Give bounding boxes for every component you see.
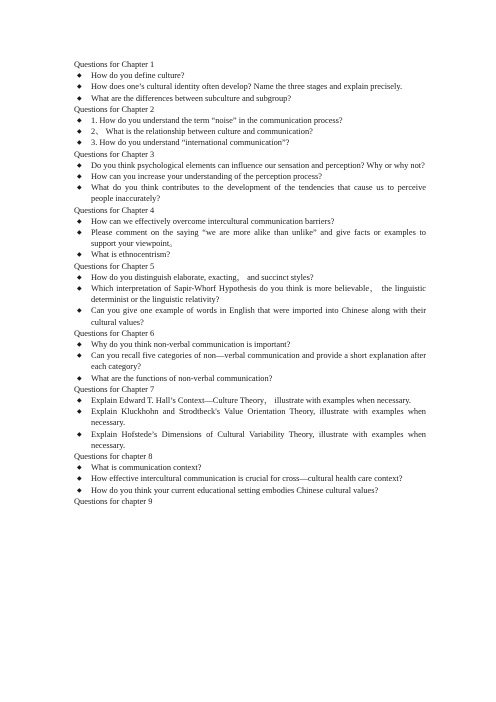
chapter-heading: Questions for Chapter 1 bbox=[74, 60, 155, 69]
question-text: How effective intercultural communication is crucial for cross—cultural health care context? bbox=[91, 474, 403, 484]
diamond-bullet-icon: ◆ bbox=[77, 72, 82, 80]
diamond-bullet-icon: ◆ bbox=[77, 284, 82, 292]
chapter-questions bbox=[74, 216, 426, 261]
question-item bbox=[74, 283, 426, 305]
diamond-bullet-icon: ◆ bbox=[77, 184, 82, 192]
question-text: 1. How do you understand the term “noise” in the communication process? bbox=[91, 115, 343, 125]
diamond-bullet-icon: ◆ bbox=[77, 172, 82, 180]
chapter-8 bbox=[74, 451, 426, 496]
question-text: How does one’s cultural identity often develop? Name the three stages and explain precisely. bbox=[91, 82, 403, 92]
question-text: What do you think contributes to the development of the tendencies that cause us to perceive people inaccurately? bbox=[91, 183, 426, 204]
question-text: What are the functions of non-verbal communication? bbox=[91, 373, 273, 383]
question-item bbox=[74, 249, 426, 260]
question-text: Which interpretation of Sapir-Whorf Hypothesis do you think is more believable， the linguistic determinist or the linguistic relativity? bbox=[91, 283, 426, 305]
question-item bbox=[74, 216, 426, 227]
chapter-heading: Questions for Chapter 6 bbox=[74, 328, 155, 338]
chapter-heading: Questions for Chapter 3 bbox=[74, 149, 155, 159]
question-text: How do you define culture? bbox=[91, 71, 185, 81]
question-text: Why do you think non-verbal communication is important? bbox=[91, 339, 291, 349]
chapter-questions bbox=[74, 339, 426, 384]
chapter-4 bbox=[74, 205, 426, 261]
question-item bbox=[74, 339, 426, 350]
question-item bbox=[74, 160, 426, 171]
chapter-7 bbox=[74, 384, 426, 451]
chapter-heading: Questions for chapter 8 bbox=[74, 452, 153, 461]
question-text: What are the differences between subculture and subgroup? bbox=[91, 93, 292, 103]
question-item bbox=[74, 93, 426, 104]
question-text: How do you think your current educational setting embodies Chinese cultural values? bbox=[91, 485, 379, 495]
diamond-bullet-icon: ◆ bbox=[77, 340, 82, 348]
diamond-bullet-icon: ◆ bbox=[77, 430, 82, 438]
question-item bbox=[74, 182, 426, 204]
question-item bbox=[74, 429, 426, 451]
diamond-bullet-icon: ◆ bbox=[77, 251, 82, 259]
question-text: 3. How do you understand “international communication”? bbox=[91, 138, 290, 148]
question-item bbox=[74, 171, 426, 182]
chapter-questions bbox=[74, 272, 426, 328]
question-text: Do you think psychological elements can influence our sensation and perception? Why or why not? bbox=[91, 160, 425, 170]
chapter-heading: Questions for Chapter 7 bbox=[74, 384, 155, 394]
question-item bbox=[74, 406, 426, 428]
question-item bbox=[74, 227, 426, 249]
diamond-bullet-icon: ◆ bbox=[77, 374, 82, 382]
diamond-bullet-icon: ◆ bbox=[77, 464, 82, 472]
question-item bbox=[74, 473, 426, 484]
chapter-heading: Questions for Chapter 5 bbox=[74, 261, 155, 271]
diamond-bullet-icon: ◆ bbox=[77, 408, 82, 416]
diamond-bullet-icon: ◆ bbox=[77, 128, 82, 136]
chapter-questions bbox=[74, 160, 426, 205]
chapter-6 bbox=[74, 328, 426, 384]
diamond-bullet-icon: ◆ bbox=[77, 307, 82, 315]
diamond-bullet-icon: ◆ bbox=[77, 396, 82, 404]
diamond-bullet-icon: ◆ bbox=[77, 486, 82, 494]
question-item bbox=[74, 373, 426, 384]
chapter-3 bbox=[74, 149, 426, 205]
question-text: How can we effectively overcome intercultural communication barriers? bbox=[91, 216, 335, 226]
question-item bbox=[74, 350, 426, 372]
diamond-bullet-icon: ◆ bbox=[77, 475, 82, 483]
diamond-bullet-icon: ◆ bbox=[77, 273, 82, 281]
chapter-questions bbox=[74, 395, 426, 451]
question-list bbox=[74, 59, 426, 507]
question-text: Explain Hofstede’s Dimensions of Cultural Variability Theory, illustrate with examples when necessary. bbox=[91, 429, 426, 450]
chapter-heading: Questions for chapter 9 bbox=[74, 496, 153, 506]
question-item bbox=[74, 81, 426, 92]
diamond-bullet-icon: ◆ bbox=[77, 161, 82, 169]
question-text: How can you increase your understanding of the perception process? bbox=[91, 171, 322, 181]
chapter-heading: Questions for Chapter 4 bbox=[74, 205, 155, 215]
question-item bbox=[74, 485, 426, 496]
question-item bbox=[74, 462, 426, 473]
diamond-bullet-icon: ◆ bbox=[77, 116, 82, 124]
diamond-bullet-icon: ◆ bbox=[77, 94, 82, 102]
question-item bbox=[74, 115, 426, 126]
chapter-2 bbox=[74, 104, 426, 149]
chapter-1 bbox=[74, 59, 426, 104]
chapter-5 bbox=[74, 261, 426, 328]
diamond-bullet-icon: ◆ bbox=[77, 139, 82, 147]
question-item bbox=[74, 305, 426, 327]
question-text: 2、 What is the relationship between culture and communication? bbox=[91, 127, 313, 137]
chapter-questions bbox=[74, 115, 426, 149]
question-text: Explain Edward T. Hall’s Context—Culture Theory， illustrate with examples when necessary. bbox=[91, 395, 411, 405]
question-text: Can you recall five categories of non—verbal communication and provide a short explanation after each category? bbox=[91, 351, 426, 372]
diamond-bullet-icon: ◆ bbox=[77, 83, 82, 91]
chapter-heading: Questions for Chapter 2 bbox=[74, 104, 155, 114]
question-text: What is ethnocentrism? bbox=[91, 250, 171, 260]
question-item bbox=[74, 70, 426, 81]
question-item bbox=[74, 395, 426, 406]
question-text: How do you distinguish elaborate, exacting， and succinct styles? bbox=[91, 272, 314, 282]
chapter-9 bbox=[74, 496, 426, 507]
diamond-bullet-icon: ◆ bbox=[77, 217, 82, 225]
question-text: What is communication context? bbox=[91, 463, 202, 473]
question-text: Please comment on the saying “we are more alike than unlike” and give facts or examples to support your viewpoint。 bbox=[91, 227, 426, 249]
question-text: Can you give one example of words in English that were imported into Chinese along with their cultural values? bbox=[91, 306, 426, 327]
chapter-questions bbox=[74, 70, 426, 104]
question-item bbox=[74, 137, 426, 148]
chapter-questions bbox=[74, 462, 426, 496]
question-item bbox=[74, 126, 426, 137]
question-text: Explain Kluckhohn and Strodtbeck's Value Orientation Theory, illustrate with examples when necessary. bbox=[91, 407, 426, 428]
diamond-bullet-icon: ◆ bbox=[77, 352, 82, 360]
question-item bbox=[74, 272, 426, 283]
diamond-bullet-icon: ◆ bbox=[77, 228, 82, 236]
